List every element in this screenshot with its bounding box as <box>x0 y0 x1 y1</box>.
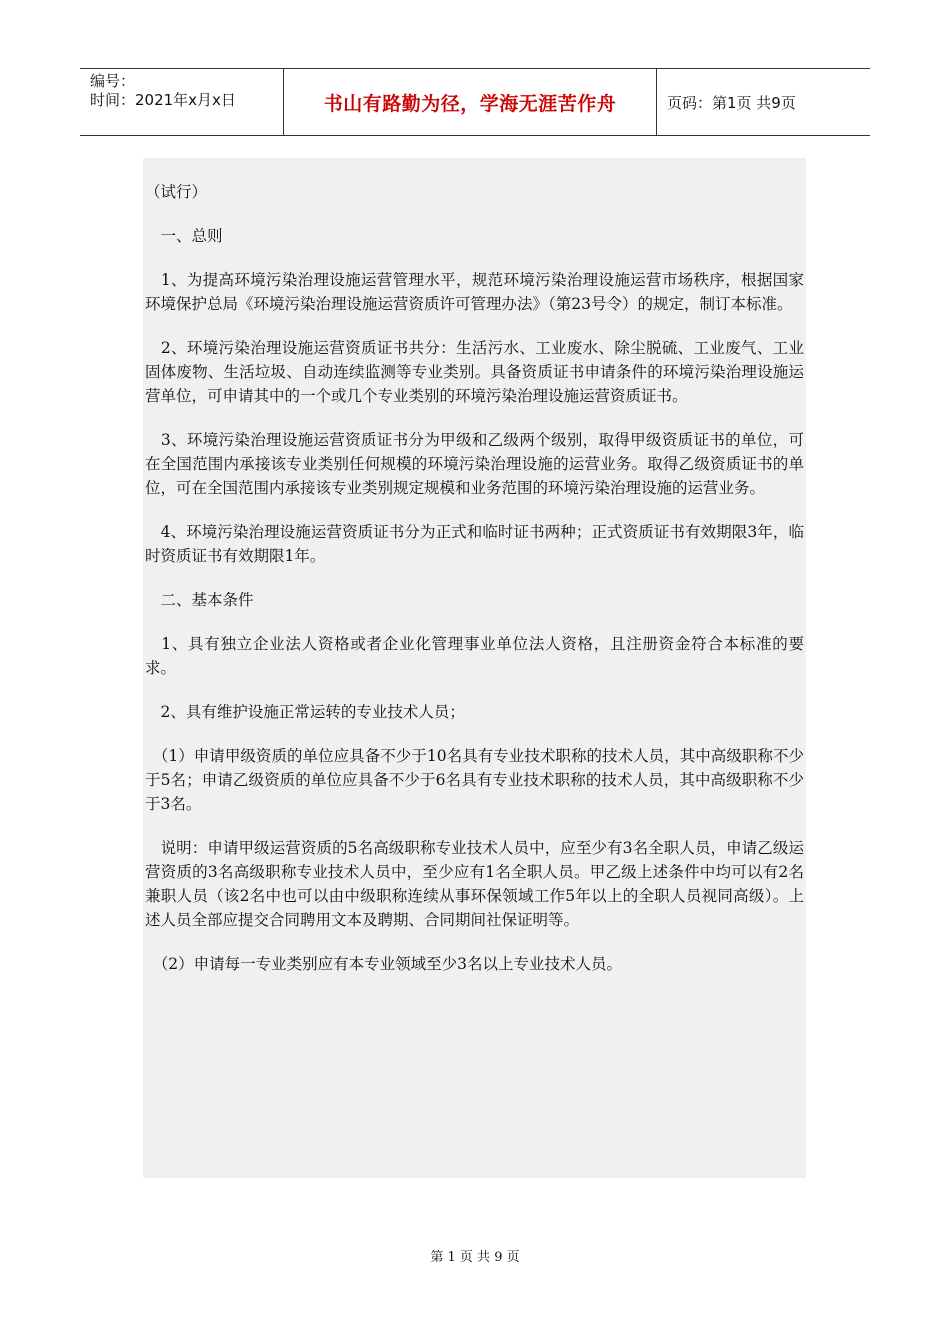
paragraph-trial: （试行） <box>145 183 208 201</box>
paragraph: （1）申请甲级资质的单位应具备不少于10名具有专业技术职称的技术人员，其中高级职称不少于5名；申请乙级资质的单位应具备不少于6名具有专业技术职称的技术人员，其中高级职称不少于3名。 <box>145 747 804 813</box>
paragraph: 2、具有维护设施正常运转的专业技术人员； <box>145 703 465 721</box>
document-number-label: 编号： <box>90 72 136 90</box>
document-body <box>143 158 806 1178</box>
header-meta-cell <box>80 69 283 135</box>
paragraph: 2、环境污染治理设施运营资质证书共分：生活污水、工业废水、除尘脱硫、工业废气、工业固体废物、生活垃圾、自动连续监测等专业类别。具备资质证书申请条件的环境污染治理设施运营单位，可申请其中的一个或几个专业类别的环境污染治理设施运营资质证书。 <box>145 339 804 405</box>
document-date-label: 时间：2021年x月x日 <box>90 91 236 109</box>
paragraph: 1、具有独立企业法人资格或者企业化管理事业单位法人资格，且注册资金符合本标准的要求。 <box>145 635 804 677</box>
header-page-number: 页码：第1页 共9页 <box>667 93 796 112</box>
page-header <box>80 68 870 136</box>
paragraph: （2）申请每一专业类别应有本专业领域至少3名以上专业技术人员。 <box>145 955 622 973</box>
section-heading-general: 一、总则 <box>145 227 223 245</box>
paragraph: 4、环境污染治理设施运营资质证书分为正式和临时证书两种；正式资质证书有效期限3年，临时资质证书有效期限1年。 <box>145 523 804 565</box>
page-footer: 第 1 页 共 9 页 <box>430 1250 520 1265</box>
paragraph-note: 说明：申请甲级运营资质的5名高级职称专业技术人员中，应至少有3名全职人员，申请乙级运营资质的3名高级职称专业技术人员中，至少应有1名全职人员。甲乙级上述条件中均可以有2名兼职人员（该2名中也可以由中级职称连续从事环保领域工作5年以上的全职人员视同高级）。上述人员全部应提交合同聘用文本及聘期、合同期间社保证明等。 <box>145 839 804 929</box>
header-motto: 书山有路勤为径，学海无涯苦作舟 <box>283 69 657 135</box>
paragraph: 1、为提高环境污染治理设施运营管理水平，规范环境污染治理设施运营市场秩序，根据国家环境保护总局《环境污染治理设施运营资质许可管理办法》（第23号令）的规定，制订本标准。 <box>145 271 804 313</box>
paragraph: 3、环境污染治理设施运营资质证书分为甲级和乙级两个级别，取得甲级资质证书的单位，可在全国范围内承接该专业类别任何规模的环境污染治理设施的运营业务。取得乙级资质证书的单位，可在全国范围内承接该专业类别规定规模和业务范围的环境污染治理设施的运营业务。 <box>145 431 804 497</box>
section-heading-basic-conditions: 二、基本条件 <box>145 591 254 609</box>
